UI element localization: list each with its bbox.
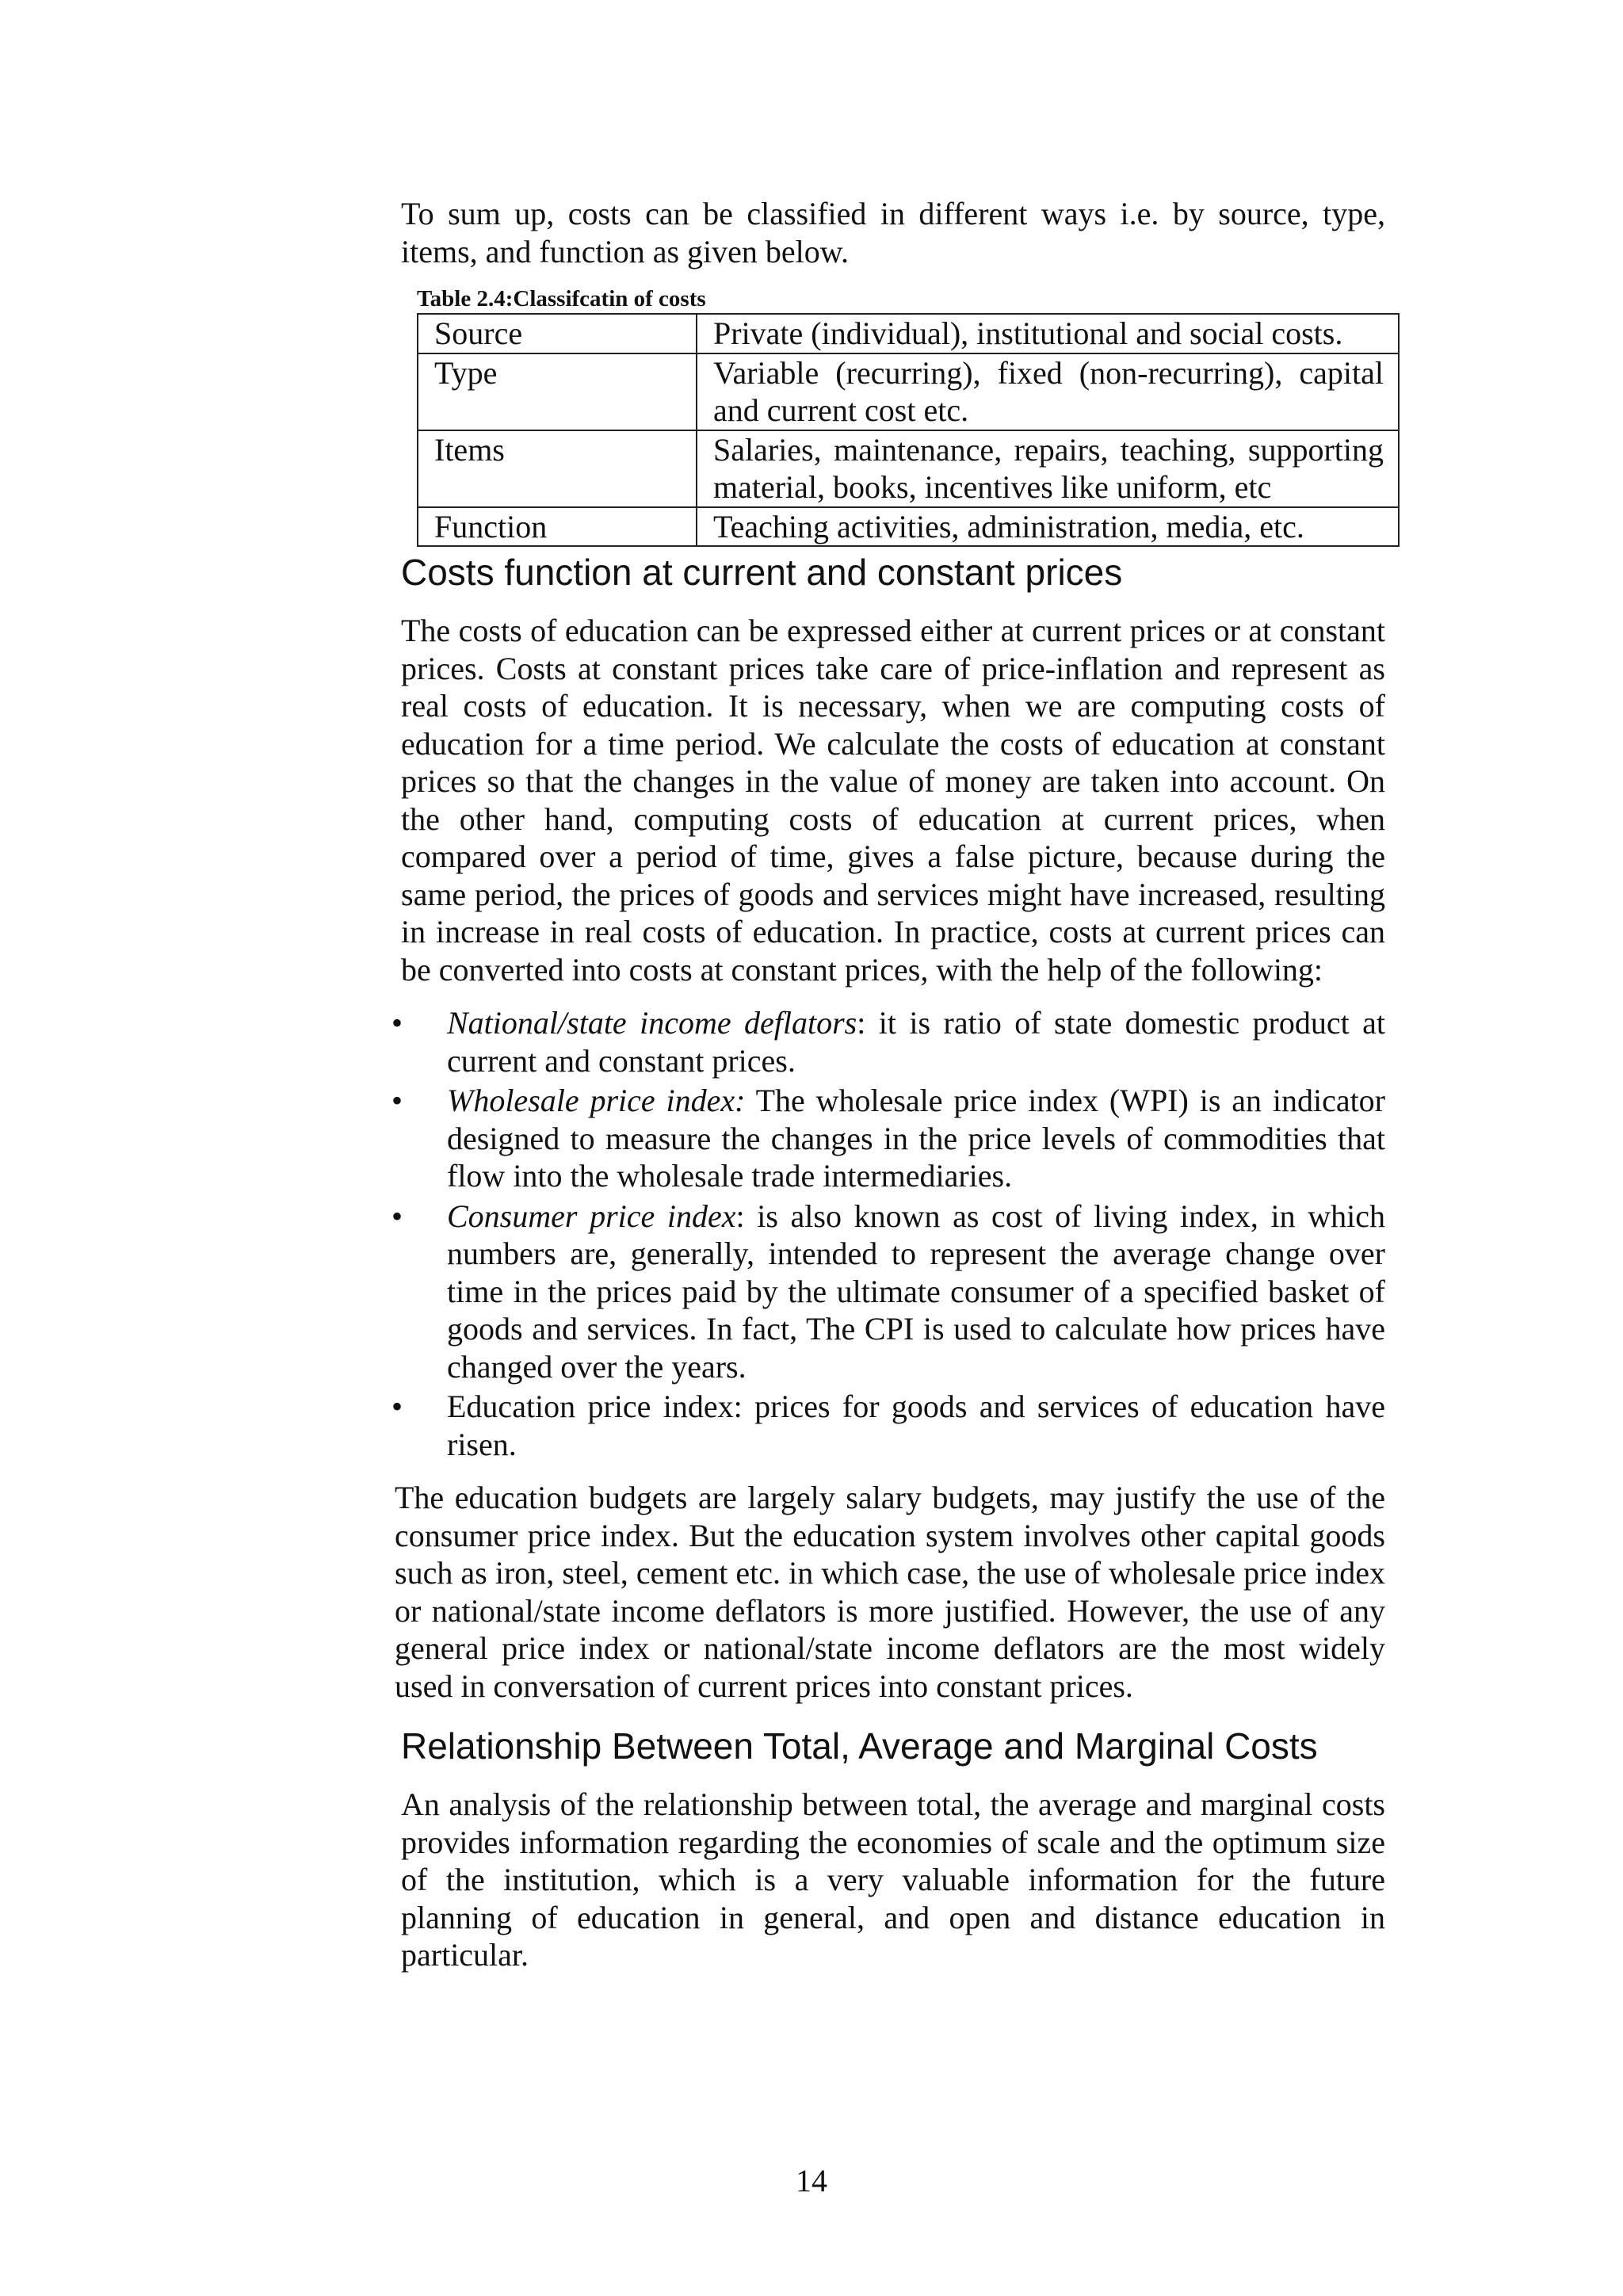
classification-table	[417, 313, 1400, 547]
table-cell-value: Teaching activities, administration, media, etc.	[697, 507, 1399, 547]
table-row	[418, 314, 1399, 353]
list-item	[391, 1082, 1385, 1195]
bullet-icon: •	[391, 1389, 403, 1424]
table-cell-key: Type	[418, 353, 697, 430]
table-row	[418, 353, 1399, 430]
list-item-term: Wholesale price index:	[447, 1083, 746, 1118]
list-item-text: : is also known as cost of living index, in which numbers are, generally, intended to represent the average change over time in the prices paid by the ultimate consumer of a specified basket of goods and services. In fact, The CPI is used to calculate how prices have changed over the years.	[447, 1198, 1386, 1385]
list-item	[391, 1198, 1385, 1386]
budget-paragraph: The education budgets are largely salary budgets, may justify the use of the consumer price index. But the education system involves other capital goods such as iron, steel, cement etc. in which case, the use of wholesale price index or national/state income deflators is more justified. However, the use of any general price index or national/state income deflators are the most widely used in conversation of current prices into constant prices.	[395, 1480, 1385, 1704]
table-cell-value: Salaries, maintenance, repairs, teaching, supporting material, books, incentives like uniform, etc	[697, 430, 1399, 507]
section-heading-prices: Costs function at current and constant prices	[401, 552, 1123, 593]
list-item-term: Consumer price index	[447, 1198, 736, 1234]
price-index-list	[391, 1004, 1385, 1463]
list-item-term: National/state income deflators	[447, 1005, 857, 1041]
list-item	[391, 1388, 1385, 1463]
table-cell-value: Private (individual), institutional and social costs.	[697, 314, 1399, 353]
table-cell-value: Variable (recurring), fixed (non-recurring), capital and current cost etc.	[697, 353, 1399, 430]
list-item-text: : it is ratio of state domestic product at current and constant prices.	[447, 1005, 1385, 1079]
table-cell-key: Function	[418, 507, 697, 547]
section-heading-costs: Relationship Between Total, Average and Marginal Costs	[401, 1725, 1318, 1767]
bullet-icon: •	[391, 1083, 403, 1118]
table-caption: Table 2.4:Classifcatin of costs	[417, 286, 706, 311]
list-item-text: Education price index: prices for goods and services of education have risen.	[447, 1389, 1385, 1462]
table-row	[418, 430, 1399, 507]
table-row	[418, 507, 1399, 547]
page-number: 14	[796, 2163, 827, 2199]
page-content	[391, 195, 1386, 1974]
table-cell-key: Source	[418, 314, 697, 353]
section-paragraph-prices: The costs of education can be expressed either at current prices or at constant prices. Costs at constant prices take care of price-inflation and represent as real costs of education. It is necessary, when we are computing costs of education for a time period. We calculate the costs of education at constant prices so that the changes in the value of money are taken into account. On the other hand, computing costs of education at current prices, when compared over a period of time, gives a false picture, because during the same period, the prices of goods and services might have increased, resulting in increase in real costs of education. In practice, costs at current prices can be converted into costs at constant prices, with the help of the following:	[401, 613, 1385, 988]
bullet-icon: •	[391, 1198, 403, 1234]
list-item	[391, 1004, 1385, 1079]
intro-paragraph: To sum up, costs can be classified in different ways i.e. by source, type, items, and function as given below.	[401, 196, 1385, 269]
table-cell-key: Items	[418, 430, 697, 507]
list-item-text: The wholesale price index (WPI) is an indicator designed to measure the changes in the price levels of commodities that flow into the wholesale trade intermediaries.	[447, 1083, 1386, 1194]
section-paragraph-costs: An analysis of the relationship between total, the average and marginal costs provides information regarding the economies of scale and the optimum size of the institution, which is a very valuable information for the future planning of education in general, and open and distance education in particular.	[401, 1786, 1385, 1973]
bullet-icon: •	[391, 1005, 403, 1041]
